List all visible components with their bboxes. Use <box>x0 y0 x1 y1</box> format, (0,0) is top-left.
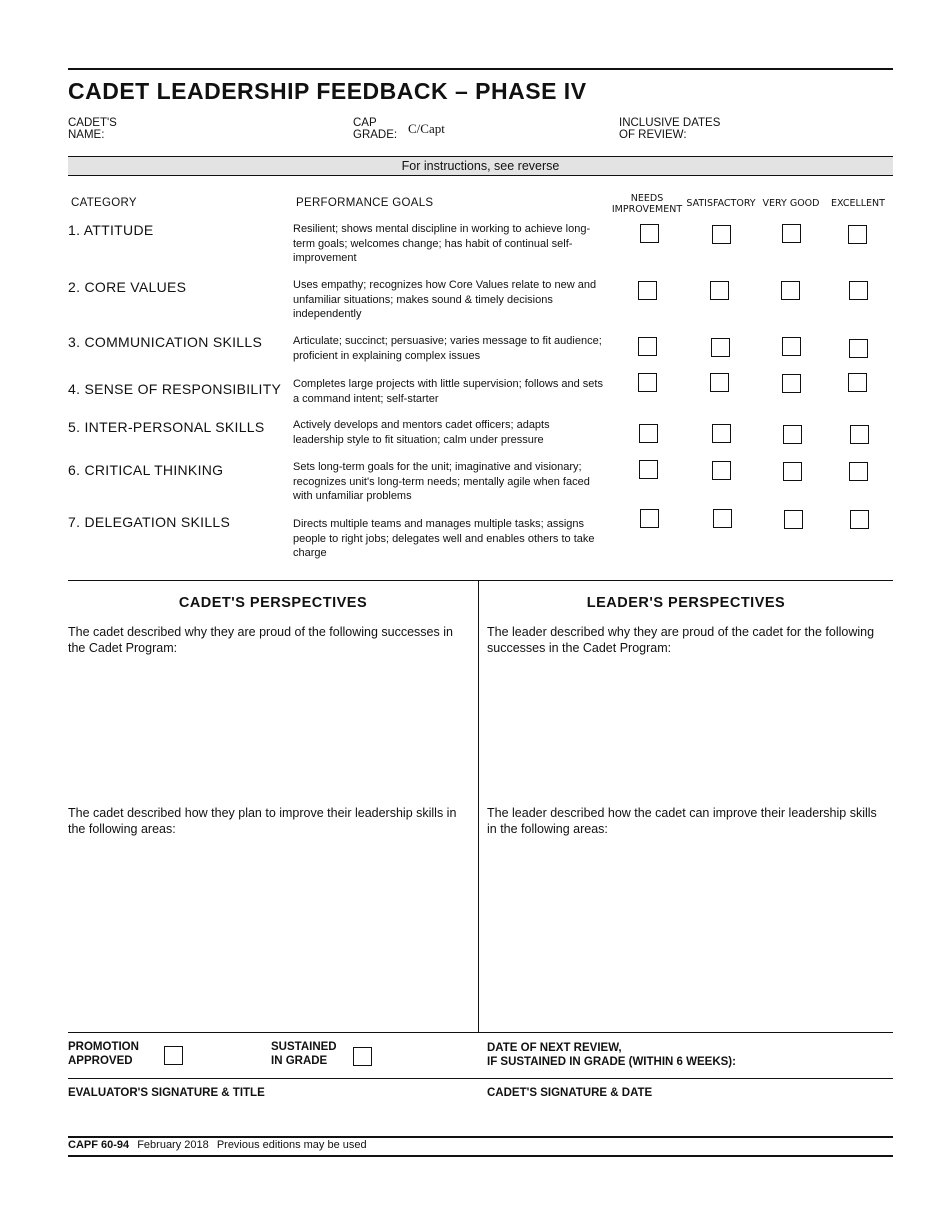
goal-delegation-skills: Directs multiple teams and manages multiple tasks; assigns people to right jobs; delegates well and enables others to take charge <box>293 518 595 559</box>
form-date: February 2018 <box>137 1139 209 1151</box>
inter-personal-satisfactory-checkbox[interactable] <box>712 424 731 443</box>
inter-personal-excellent-checkbox[interactable] <box>850 425 869 444</box>
delegation-needs-improvement-checkbox[interactable] <box>640 509 659 528</box>
goal-communication-skills: Articulate; succinct; persuasive; varies message to fit audience; proficient in explaining complex issues <box>293 335 602 362</box>
communication-satisfactory-checkbox[interactable] <box>711 338 730 357</box>
inclusive-dates-label: INCLUSIVE DATES OF REVIEW: <box>619 117 721 141</box>
cadet-perspectives-heading: CADET'S PERSPECTIVES <box>178 595 368 611</box>
core-values-very-good-checkbox[interactable] <box>781 281 800 300</box>
critical-thinking-excellent-checkbox[interactable] <box>849 462 868 481</box>
category-sense-of-responsibility: 4. SENSE OF RESPONSIBILITY <box>68 381 282 397</box>
critical-thinking-needs-improvement-checkbox[interactable] <box>639 460 658 479</box>
critical-thinking-very-good-checkbox[interactable] <box>783 462 802 481</box>
communication-very-good-checkbox[interactable] <box>782 337 801 356</box>
category-communication-skills: 3. COMMUNICATION SKILLS <box>68 334 263 350</box>
cadet-proud-response[interactable] <box>68 660 470 800</box>
leader-perspectives-heading: LEADER'S PERSPECTIVES <box>586 595 786 611</box>
sustained-in-grade-checkbox[interactable] <box>353 1047 372 1066</box>
instructions-bar: For instructions, see reverse <box>68 156 893 176</box>
form-id: CAPF 60-94 <box>68 1139 130 1151</box>
cap-grade-label: CAP GRADE: <box>353 117 398 141</box>
promotion-approved-label: PROMOTION APPROVED <box>68 1041 139 1067</box>
attitude-satisfactory-checkbox[interactable] <box>712 225 731 244</box>
goal-core-values: Uses empathy; recognizes how Core Values relate to new and unfamiliar situations; makes sound & timely decisions independently <box>293 279 597 320</box>
core-values-excellent-checkbox[interactable] <box>849 281 868 300</box>
goal-sense-of-responsibility: Completes large projects with little supervision; follows and sets a command intent; self-starter <box>293 378 603 405</box>
cadet-improve-response[interactable] <box>68 840 470 1025</box>
inclusive-dates-field[interactable] <box>730 115 890 141</box>
rating-header-satisfactory: SATISFACTORY <box>686 198 756 209</box>
responsibility-needs-improvement-checkbox[interactable] <box>638 373 657 392</box>
attitude-very-good-checkbox[interactable] <box>782 224 801 243</box>
communication-needs-improvement-checkbox[interactable] <box>638 337 657 356</box>
category-attitude: 1. ATTITUDE <box>68 222 154 238</box>
delegation-excellent-checkbox[interactable] <box>850 510 869 529</box>
delegation-very-good-checkbox[interactable] <box>784 510 803 529</box>
next-review-label: DATE OF NEXT REVIEW, IF SUSTAINED IN GRADE (WITHIN 6 WEEKS): <box>487 1042 736 1068</box>
responsibility-excellent-checkbox[interactable] <box>848 373 867 392</box>
goal-inter-personal-skills: Actively develops and mentors cadet officers; adapts leadership style to fit situation; calm under pressure <box>293 419 550 446</box>
leader-improve-response[interactable] <box>487 840 887 1025</box>
category-header: CATEGORY <box>71 197 137 209</box>
responsibility-very-good-checkbox[interactable] <box>782 374 801 393</box>
inter-personal-very-good-checkbox[interactable] <box>783 425 802 444</box>
sustained-in-grade-label: SUSTAINED IN GRADE <box>271 1041 337 1067</box>
leader-proud-prompt: The leader described why they are proud of the cadet for the following successes in the Cadet Program: <box>487 625 875 655</box>
communication-excellent-checkbox[interactable] <box>849 339 868 358</box>
delegation-satisfactory-checkbox[interactable] <box>713 509 732 528</box>
core-values-satisfactory-checkbox[interactable] <box>710 281 729 300</box>
rating-header-needs-improvement: NEEDS IMPROVEMENT <box>611 193 683 215</box>
category-critical-thinking: 6. CRITICAL THINKING <box>68 462 224 478</box>
cadet-signature-label: CADET'S SIGNATURE & DATE <box>487 1087 653 1099</box>
leader-improve-prompt: The leader described how the cadet can improve their leadership skills in the following areas: <box>487 806 877 836</box>
rating-header-very-good: VERY GOOD <box>762 198 820 209</box>
attitude-needs-improvement-checkbox[interactable] <box>640 224 659 243</box>
category-inter-personal-skills: 5. INTER-PERSONAL SKILLS <box>68 419 265 435</box>
cadet-name-label: CADET'S NAME: <box>68 117 117 141</box>
promotion-approved-checkbox[interactable] <box>164 1046 183 1065</box>
evaluator-signature-field[interactable] <box>68 1102 468 1132</box>
cap-grade-field[interactable]: C/Capt <box>408 121 445 136</box>
rating-header-excellent: EXCELLENT <box>831 198 885 209</box>
category-core-values: 2. CORE VALUES <box>68 279 187 295</box>
goal-critical-thinking: Sets long-term goals for the unit; imaginative and visionary; recognizes unit's long-term needs; mentally agile when faced with unfamiliar problems <box>293 461 590 502</box>
cadet-name-field[interactable] <box>130 115 330 141</box>
responsibility-satisfactory-checkbox[interactable] <box>710 373 729 392</box>
goal-attitude: Resilient; shows mental discipline in working to achieve long-term goals; welcomes change; has habit of continual self-improvement <box>293 223 591 264</box>
form-title: CADET LEADERSHIP FEEDBACK – PHASE IV <box>68 78 587 104</box>
cadet-signature-field[interactable] <box>487 1102 887 1132</box>
category-delegation-skills: 7. DELEGATION SKILLS <box>68 514 231 530</box>
next-review-date-field[interactable] <box>740 1045 890 1071</box>
inter-personal-needs-improvement-checkbox[interactable] <box>639 424 658 443</box>
core-values-needs-improvement-checkbox[interactable] <box>638 281 657 300</box>
critical-thinking-satisfactory-checkbox[interactable] <box>712 461 731 480</box>
form-footer <box>68 1139 367 1151</box>
evaluator-signature-label: EVALUATOR'S SIGNATURE & TITLE <box>68 1087 265 1099</box>
leader-proud-response[interactable] <box>487 660 887 800</box>
cadet-proud-prompt: The cadet described why they are proud of the following successes in the Cadet Program: <box>68 625 453 655</box>
attitude-excellent-checkbox[interactable] <box>848 225 867 244</box>
editions-note: Previous editions may be used <box>216 1139 367 1151</box>
cadet-improve-prompt: The cadet described how they plan to improve their leadership skills in the following areas: <box>68 806 457 836</box>
performance-goals-header: PERFORMANCE GOALS <box>296 197 434 209</box>
